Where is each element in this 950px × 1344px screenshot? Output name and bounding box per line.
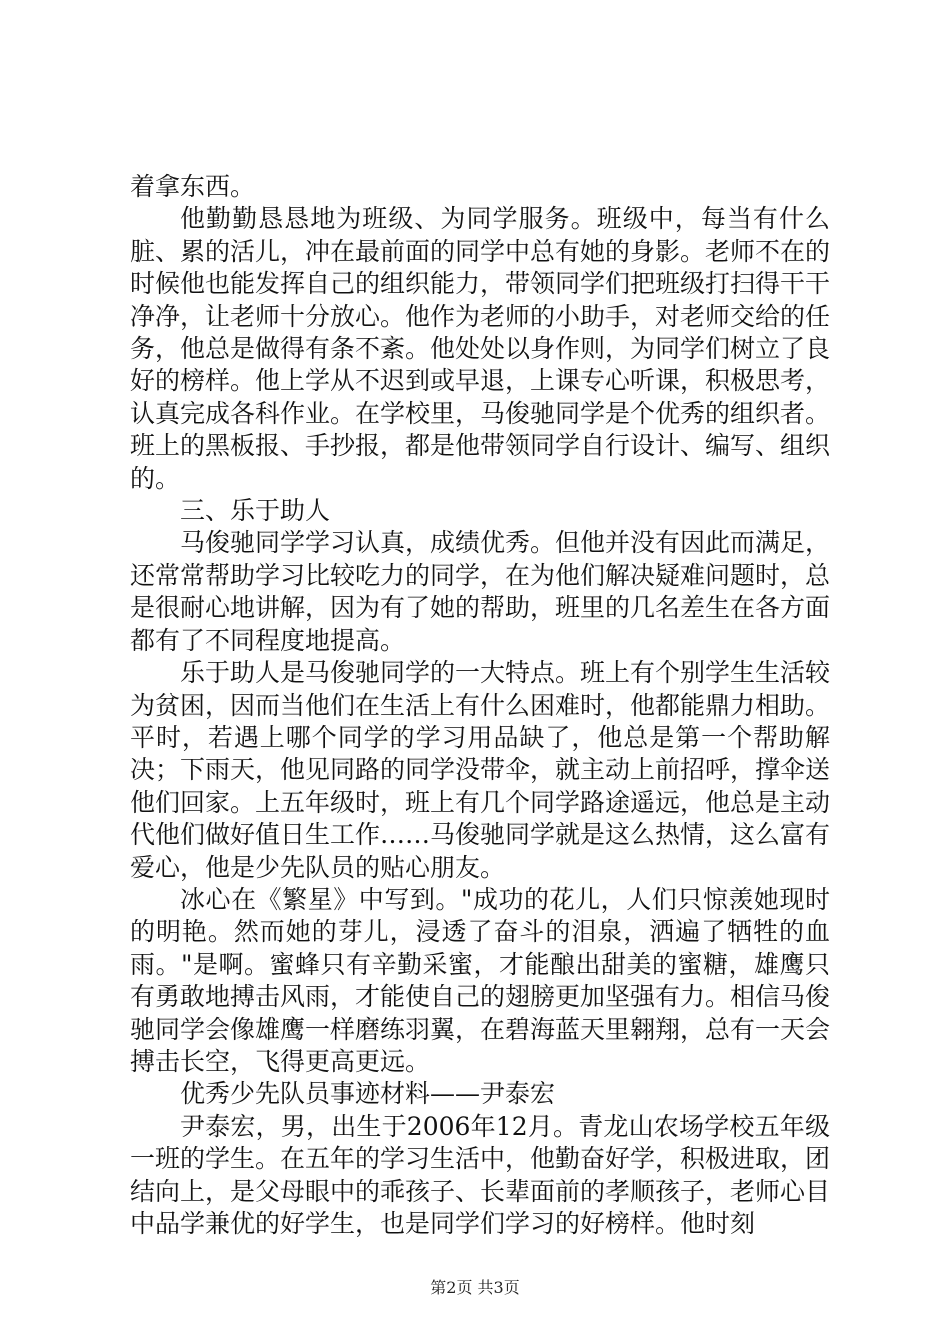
page-footer: 第2页 共3页 [430, 1278, 520, 1297]
section-title-yin: 优秀少先队员事迹材料——尹泰宏 [180, 1079, 556, 1109]
paragraph-5: 冰心在《繁星》中写到。"成功的花儿，人们只惊羡她现时的明艳。然而她的芽儿，浸透了奋斗的泪泉，洒遍了牺牲的血雨。"是啊。蜜蜂只有辛勤采蜜，才能酿出甜美的蜜糖，雄鹰只有勇敢地搏击风雨，才能使自己的翅膀更加坚强有力。相信马俊驰同学会像雄鹰一样磨练羽翼，在碧海蓝天里翱翔，总有一天会搏击长空，飞得更高更远。 [130, 884, 831, 1076]
paragraph-6: 尹泰宏，男，出生于2006年12月。青龙山农场学校五年级一班的学生。在五年的学习生活中，他勤奋好学，积极进取，团结向上，是父母眼中的乖孩子、长辈面前的孝顺孩子，老师心目中品学兼优的好学生，也是同学们学习的好榜样。他时刻 [130, 1111, 831, 1238]
paragraph-4: 乐于助人是马俊驰同学的一大特点。班上有个别学生生活较为贫困，因而当他们在生活上有什么困难时，他都能鼎力相助。平时，若遇上哪个同学的学习用品缺了，他总是第一个帮助解决；下雨天，他见同路的同学没带伞，就主动上前招呼，撑伞送他们回家。上五年级时，班上有几个同学路途遥远，他总是主动代他们做好值日生工作……马俊驰同学就是这么热情，这么富有爱心，他是少先队员的贴心朋友。 [130, 658, 831, 882]
section-heading-helpful: 三、乐于助人 [180, 496, 331, 526]
paragraph-2: 他勤勤恳恳地为班级、为同学服务。班级中，每当有什么脏、累的活儿，冲在最前面的同学中总有她的身影。老师不在的时候他也能发挥自己的组织能力，带领同学们把班级打扫得干干净净，让老师十分放心。他作为老师的小助手，对老师交给的任务，他总是做得有条不紊。他处处以身作则，为同学们树立了良好的榜样。他上学从不迟到或早退，上课专心听课，积极思考，认真完成各科作业。在学校里，马俊驰同学是个优秀的组织者。班上的黑板报、手抄报，都是他带领同学自行设计、编写、组织的。 [130, 204, 831, 493]
document-body [130, 171, 830, 1240]
paragraph-3: 马俊驰同学学习认真，成绩优秀。但他并没有因此而满足，还常常帮助学习比较吃力的同学，在为他们解决疑难问题时，总是很耐心地讲解，因为有了她的帮助，班里的几名差生在各方面都有了不同程度地提高。 [130, 528, 831, 655]
paragraph-1: 着拿东西。 [130, 172, 256, 201]
